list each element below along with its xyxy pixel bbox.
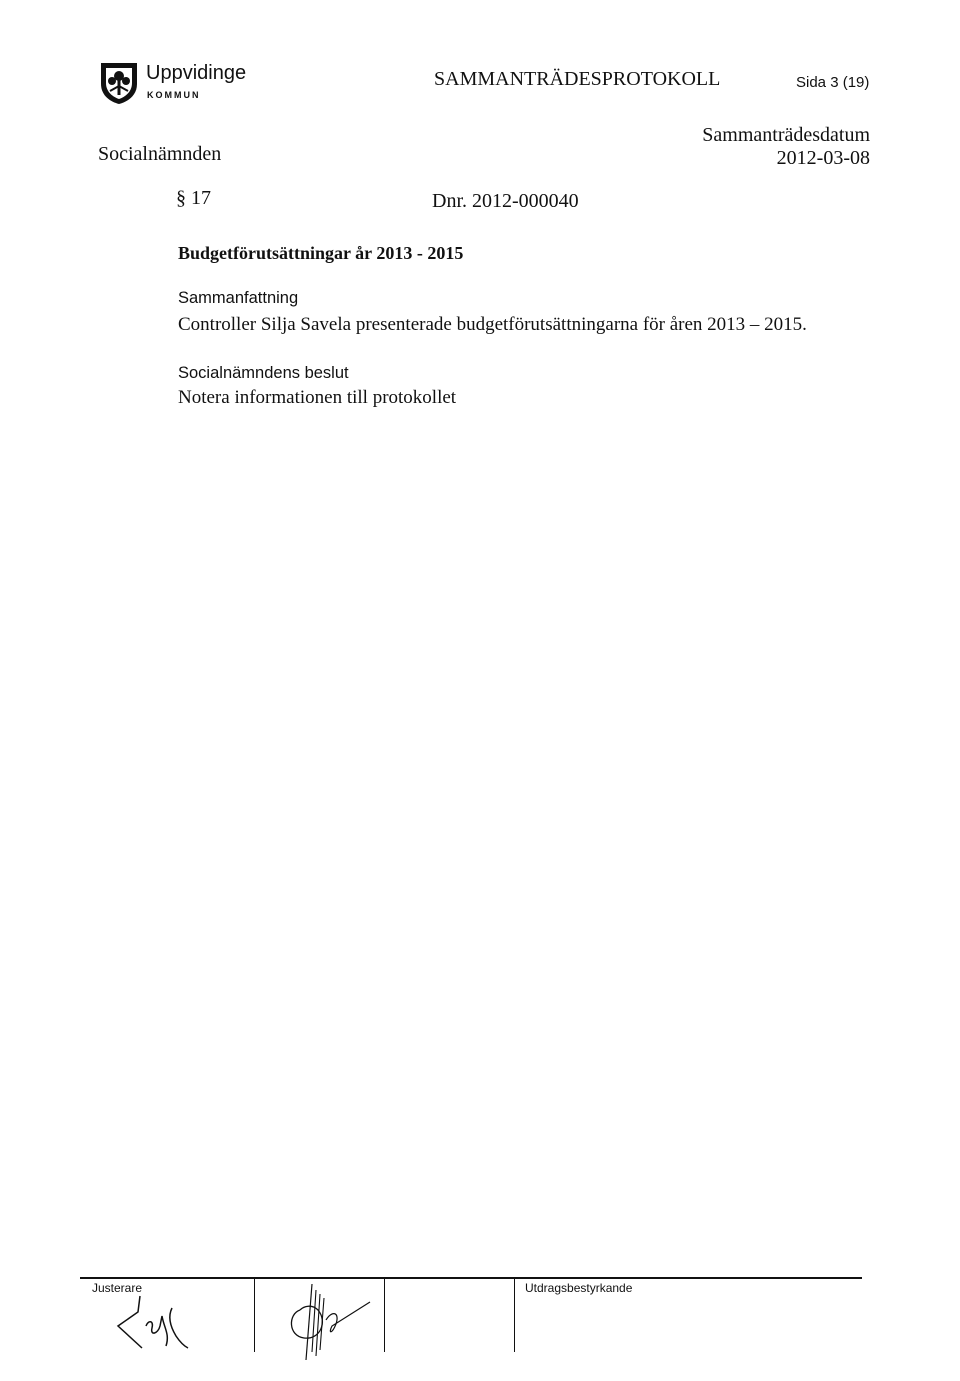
summary-heading: Sammanfattning: [178, 289, 299, 307]
document-type: SAMMANTRÄDESPROTOKOLL: [434, 68, 721, 90]
footer-rule: [80, 1277, 862, 1279]
signature-1: [110, 1286, 200, 1356]
diary-number: Dnr. 2012-000040: [432, 190, 579, 212]
summary-text: Controller Silja Savela presenterade budgetförutsättningarna för åren 2013 – 2015.: [178, 314, 807, 335]
paragraph-number: § 17: [176, 187, 211, 209]
coat-of-arms-icon: [98, 60, 140, 106]
footer-divider: [514, 1277, 515, 1352]
decision-heading: Socialnämndens beslut: [178, 364, 349, 382]
item-heading: Budgetförutsättningar år 2013 - 2015: [178, 243, 464, 263]
logo-subtitle: KOMMUN: [147, 90, 201, 100]
adjusters-label: Justerare: [92, 1281, 143, 1295]
decision-text: Notera informationen till protokollet: [178, 387, 457, 408]
committee-name: Socialnämnden: [98, 143, 222, 165]
meeting-date: 2012-03-08: [776, 147, 870, 169]
municipality-logo: [98, 60, 258, 110]
logo-name: Uppvidinge: [146, 62, 247, 84]
meeting-date-label: Sammanträdesdatum: [702, 124, 870, 146]
footer-divider: [254, 1277, 255, 1352]
page-number: Sida 3 (19): [796, 74, 870, 91]
footer-divider: [384, 1277, 385, 1352]
certified-extract-label: Utdragsbestyrkande: [525, 1281, 633, 1295]
signature-2: [270, 1280, 380, 1365]
